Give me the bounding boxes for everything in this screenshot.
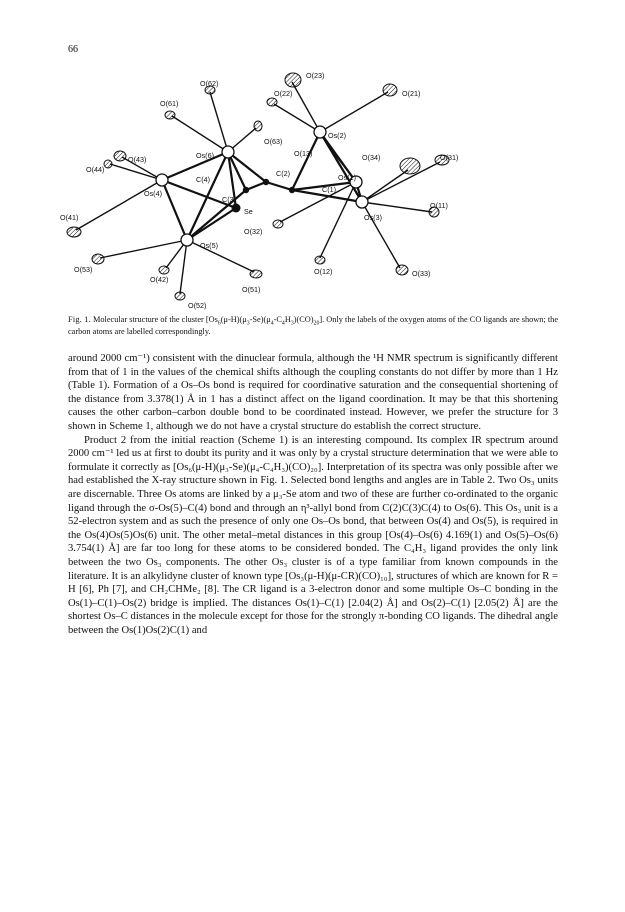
molecular-structure-diagram	[60, 62, 565, 312]
label-o23: O(23)	[306, 71, 325, 80]
body-text	[68, 352, 558, 637]
label-os3: Os(3)	[364, 213, 382, 222]
paragraph-2: Product 2 from the initial reaction (Scheme 1) is an interesting compound. Its complex IR spectrum around 2000 cm⁻¹ led us at first to doubt its purity and it was only by a crystal structure determination that we were able to formulate it correctly as [Os₆(μ-H)(μ₃-Se)(μ₄-C₄H₃)(CO)₂₀]. Interpretation of its spectra was only possible after we had established the X-ray structure shown in Fig. 1. Selected bond lengths and angles are in Table 2. Two Os₃ units are discernable. Three Os atoms are linked by a μ₃-Se atom and two of these are further co-ordinated to the organic ligand through the σ-Os(5)–C(4) bond and through an η³-allyl bond from C(2)C(3)C(4) to Os(6). This Os₃ unit is a 52-electron system and as such the presence of only one Os–Os bond, that between Os(4) and Os(5), is required in the Os(4)Os(5)Os(6) unit. The other metal–metal distances in this group [Os(4)–Os(6) 4.169(1) and Os(5)–Os(6) 3.754(1) Å] are far too long for these atoms to be considered bonded. The C₄H₃ ligand provides the only link between the two Os₃ components. The other Os₃ cluster is of a type familiar from known compounds in the literature. It is an alkylidyne cluster of known type [Os₃(μ-H)(μ-CR)(CO)₁₀], structures of which are known for R = H [6], Ph [7], and CH₂CHMe₂ [8]. The CR ligand is a 3-electron donor and some multiple Os–C bonding in the Os(1)–C(1)–Os(2) bridge is implied. The distances Os(1)–C(1) [2.04(2) Å] and Os(2)–C(1) [2.05(2) Å] are the shortest Os–C distances in the molecule except for those for the strongly π-bonding CO ligands. The dihedral angle between the Os(1)Os(2)C(1) and	[68, 434, 558, 636]
label-c3: C(3)	[222, 195, 236, 204]
label-o43: O(43)	[128, 155, 147, 164]
label-o61: O(61)	[160, 99, 179, 108]
label-o41: O(41)	[60, 213, 79, 222]
label-os4: Os(4)	[144, 189, 162, 198]
carbonyl-bonds	[76, 82, 440, 294]
label-o21: O(21)	[402, 89, 421, 98]
label-o32: O(32)	[244, 227, 263, 236]
label-os6: Os(6)	[196, 151, 214, 160]
label-o44: O(44)	[86, 165, 105, 174]
label-o52: O(52)	[188, 301, 207, 310]
label-o22: O(22)	[274, 89, 293, 98]
label-os2: Os(2)	[328, 131, 346, 140]
label-o62: O(62)	[200, 79, 219, 88]
label-o63: O(63)	[264, 137, 283, 146]
label-os5: Os(5)	[200, 241, 218, 250]
label-c2: C(2)	[276, 169, 290, 178]
figure-caption	[68, 314, 558, 337]
page-number: 66	[68, 44, 78, 55]
label-os1: Os(1)	[338, 173, 356, 182]
label-o34: O(34)	[362, 153, 381, 162]
label-c4: C(4)	[196, 175, 210, 184]
caption-label: Fig. 1.	[68, 315, 91, 324]
label-o42: O(42)	[150, 275, 169, 284]
label-o31: O(31)	[440, 153, 459, 162]
label-o11: O(11)	[430, 201, 448, 210]
paragraph-1: around 2000 cm⁻¹) consistent with the dinuclear formula, although the ¹H NMR spectrum is significantly different from that of 1 in the values of the chemical shifts although the coupling constants do not differ by more than 1 Hz (Table 1). Formation of a Os–Os bond is required for coordinative saturation and the consequential shortening of the distance from 3.378(1) Å in 1 has a distinct affect on the ligand coordination. It may be that this shortening causes the other carbon–carbon double bond to be coordinated instead. However, we prefer the structure for 3 shown in Scheme 1, although we do not have a crystal structure do establish the correct structure.	[68, 353, 558, 432]
label-o53: O(53)	[74, 265, 93, 274]
label-c1: C(1)	[322, 185, 336, 194]
caption-text: Molecular structure of the cluster $[Os_6(\mu-H)(\mu_3-Se)(\mu_4-C_4H_3)(CO)_{20}]$. Only the labels of the oxygen atoms of the CO ligands are shown; the carbon atoms are labelled correspondingly.	[68, 315, 559, 336]
label-se: Se	[244, 207, 253, 216]
label-o51: O(51)	[242, 285, 261, 294]
molecular-structure-figure	[60, 62, 565, 312]
label-o12: O(12)	[314, 267, 333, 276]
label-o33: O(33)	[412, 269, 431, 278]
label-o13: O(13)	[294, 149, 313, 158]
